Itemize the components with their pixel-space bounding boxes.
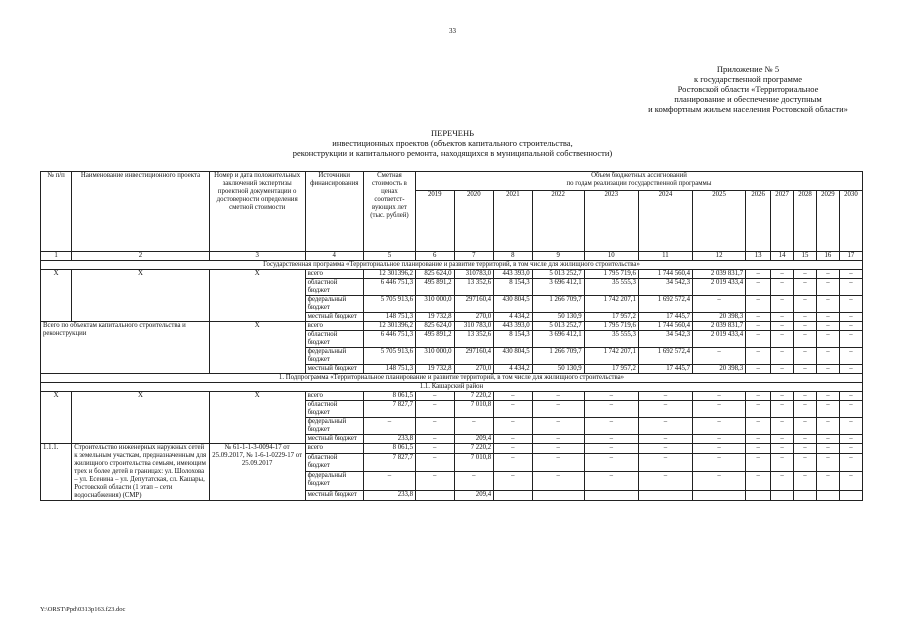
expertise-doc: X	[209, 392, 305, 444]
value-cell: –	[532, 453, 584, 472]
value-cell: –	[584, 401, 638, 418]
year-header: 2020	[454, 191, 494, 252]
value-cell: 209,4	[454, 435, 494, 444]
file-path-footer: Y:\ORST\Ppd\0313p163.f23.doc	[40, 606, 126, 613]
value-cell: –	[794, 418, 817, 435]
value-cell: –	[746, 313, 771, 322]
value-cell: –	[794, 392, 817, 401]
value-cell	[532, 491, 584, 501]
value-cell	[693, 491, 746, 501]
header-num: № п/п	[41, 172, 72, 252]
value-cell: 17 445,7	[638, 365, 692, 374]
value-cell: 13 352,6	[454, 279, 494, 296]
value-cell: 12 301396,2	[363, 270, 415, 279]
value-cell: –	[415, 418, 454, 435]
value-cell: 310 000,0	[415, 348, 454, 365]
expertise-doc: № 61-1-1-3-0094-17 от 25.09.2017, № 1-6-1-0229-17 от 25.09.2017	[209, 444, 305, 501]
value-cell: 233,8	[363, 435, 415, 444]
value-cell: 17 957,2	[584, 365, 638, 374]
year-header: 2019	[415, 191, 454, 252]
column-number: 15	[794, 252, 817, 261]
value-cell: –	[532, 444, 584, 454]
page-number: 33	[449, 27, 456, 35]
value-cell: –	[638, 401, 692, 418]
value-cell: 2 019 433,4	[693, 279, 746, 296]
value-cell: 34 542,3	[638, 331, 692, 348]
value-cell: –	[584, 453, 638, 472]
value-cell: 148 751,3	[363, 365, 415, 374]
value-cell: –	[839, 331, 862, 348]
value-cell: –	[771, 322, 794, 331]
value-cell: –	[746, 348, 771, 365]
value-cell: –	[638, 472, 692, 491]
project-num: X	[41, 270, 72, 322]
value-cell: –	[771, 296, 794, 313]
value-cell: –	[794, 331, 817, 348]
value-cell: –	[839, 453, 862, 472]
value-cell: 7 220,2	[454, 444, 494, 454]
value-cell: 209,4	[454, 491, 494, 501]
value-cell: 35 555,3	[584, 331, 638, 348]
header-source: Источники финансирования	[305, 172, 363, 252]
year-header: 2021	[494, 191, 533, 252]
value-cell: –	[839, 322, 862, 331]
value-cell: 34 542,3	[638, 279, 692, 296]
expertise-doc: X	[209, 322, 305, 374]
expertise-doc: X	[209, 270, 305, 322]
project-name: X	[72, 392, 210, 444]
value-cell: 5 705 913,6	[363, 348, 415, 365]
value-cell: 310 783,0	[454, 322, 494, 331]
value-cell: 495 891,2	[415, 279, 454, 296]
section-title: 1.1. Кашарский район	[41, 383, 863, 392]
value-cell: –	[771, 444, 794, 454]
value-cell: 148 751,3	[363, 313, 415, 322]
value-cell: –	[415, 444, 454, 454]
value-cell: 1 692 572,4	[638, 348, 692, 365]
value-cell: –	[532, 418, 584, 435]
value-cell: –	[532, 392, 584, 401]
value-cell	[415, 491, 454, 501]
funding-source: местный бюджет	[305, 435, 363, 444]
column-number: 7	[454, 252, 494, 261]
funding-source: всего	[305, 270, 363, 279]
funding-source: федеральный бюджет	[305, 348, 363, 365]
value-cell: 1 795 719,6	[584, 270, 638, 279]
value-cell: –	[794, 296, 817, 313]
value-cell: –	[771, 401, 794, 418]
value-cell: 8 061,5	[363, 444, 415, 454]
funding-source: всего	[305, 444, 363, 454]
value-cell: –	[771, 270, 794, 279]
value-cell: –	[693, 401, 746, 418]
value-cell: –	[584, 435, 638, 444]
value-cell: 2 019 433,4	[693, 331, 746, 348]
document-title	[0, 128, 905, 158]
value-cell: 430 804,5	[494, 296, 533, 313]
value-cell: –	[494, 453, 533, 472]
appendix-line: и комфортным жильем населения Ростовской области»	[648, 104, 848, 114]
table-row	[41, 270, 863, 279]
appendix-heading	[638, 64, 858, 114]
table-row	[41, 444, 863, 454]
value-cell: –	[794, 313, 817, 322]
funding-source: местный бюджет	[305, 491, 363, 501]
header-row	[41, 172, 863, 191]
value-cell: –	[771, 418, 794, 435]
value-cell: 1 744 560,4	[638, 322, 692, 331]
title-line: ПЕРЕЧЕНЬ	[431, 128, 474, 138]
value-cell: –	[816, 348, 839, 365]
value-cell: 297160,4	[454, 348, 494, 365]
value-cell: –	[454, 418, 494, 435]
title-line: инвестиционных проектов (объектов капитального строительства,	[332, 138, 573, 148]
section-title: 1. Подпрограмма «Территориальное планирование и развитие территорий, в том числе для жилищного строительства»	[41, 374, 863, 383]
value-cell: –	[693, 392, 746, 401]
value-cell: –	[794, 365, 817, 374]
value-cell: –	[494, 435, 533, 444]
table-row	[41, 392, 863, 401]
value-cell: 8 061,5	[363, 392, 415, 401]
header-doc: Номер и дата положительных заключений экспертизы проектной документации о достоверности определения сметной стоимости	[209, 172, 305, 252]
value-cell: –	[771, 279, 794, 296]
funding-source: областной бюджет	[305, 279, 363, 296]
value-cell: 3 696 412,1	[532, 331, 584, 348]
value-cell: 1 692 572,4	[638, 296, 692, 313]
year-header: 2026	[746, 191, 771, 252]
funding-source: всего	[305, 322, 363, 331]
value-cell: 17 957,2	[584, 313, 638, 322]
column-number: 6	[415, 252, 454, 261]
section-row	[41, 374, 863, 383]
value-cell	[584, 491, 638, 501]
funding-source: федеральный бюджет	[305, 472, 363, 491]
value-cell: –	[584, 392, 638, 401]
value-cell: –	[746, 444, 771, 454]
value-cell: –	[746, 279, 771, 296]
value-cell: 7 220,2	[454, 392, 494, 401]
value-cell: 12 301396,2	[363, 322, 415, 331]
investment-projects-table	[40, 171, 863, 501]
value-cell: –	[839, 435, 862, 444]
value-cell: –	[415, 453, 454, 472]
value-cell: 825 624,0	[415, 322, 454, 331]
project-name: Строительство инженерных наружных сетей к земельным участкам, предназначенным для жилищного строительства семьям, имеющим трех и более детей в границах: ул. Шолохова – ул. Есенина – ул. Депутатская, сл. Кашары, Ростовской области (1 этап – сети водоснабжения) (СМР)	[72, 444, 210, 501]
funding-source: всего	[305, 392, 363, 401]
column-number: 13	[746, 252, 771, 261]
value-cell: –	[415, 472, 454, 491]
value-cell: –	[746, 392, 771, 401]
value-cell: –	[584, 472, 638, 491]
value-cell: –	[816, 472, 839, 491]
value-cell: –	[746, 453, 771, 472]
project-name: Всего по объектам капитального строительства и реконструкции	[41, 322, 210, 374]
title-line: реконструкции и капитального ремонта, находящихся в муниципальной собственности)	[292, 148, 613, 158]
value-cell: –	[839, 472, 862, 491]
value-cell	[638, 491, 692, 501]
funding-source: федеральный бюджет	[305, 296, 363, 313]
value-cell	[746, 491, 771, 501]
funding-source: областной бюджет	[305, 453, 363, 472]
value-cell: –	[816, 453, 839, 472]
value-cell: –	[415, 435, 454, 444]
value-cell: –	[794, 279, 817, 296]
value-cell: –	[532, 435, 584, 444]
funding-source: федеральный бюджет	[305, 418, 363, 435]
header-cost: Сметная стоимость в ценах соответствующих лет (тыс. рублей)	[363, 172, 415, 252]
column-number: 12	[693, 252, 746, 261]
value-cell	[839, 491, 862, 501]
column-number: 14	[771, 252, 794, 261]
value-cell: –	[746, 401, 771, 418]
value-cell: 8 154,3	[494, 279, 533, 296]
value-cell: –	[584, 444, 638, 454]
value-cell: –	[746, 331, 771, 348]
value-cell: –	[693, 418, 746, 435]
header-volume-line: по годам реализации государственной программы	[566, 180, 712, 187]
header-name: Наименование инвестиционного проекта	[72, 172, 210, 252]
value-cell: 270,0	[454, 313, 494, 322]
value-cell: –	[693, 444, 746, 454]
value-cell: 50 130,9	[532, 365, 584, 374]
project-name: X	[72, 270, 210, 322]
column-number: 4	[305, 252, 363, 261]
value-cell: –	[494, 444, 533, 454]
value-cell: –	[794, 453, 817, 472]
value-cell: –	[771, 472, 794, 491]
value-cell: –	[532, 472, 584, 491]
value-cell	[771, 491, 794, 501]
value-cell: –	[771, 331, 794, 348]
appendix-line: Приложение № 5	[716, 64, 780, 74]
value-cell: 6 446 751,3	[363, 279, 415, 296]
column-number: 1	[41, 252, 72, 261]
funding-source: местный бюджет	[305, 313, 363, 322]
value-cell: –	[746, 472, 771, 491]
value-cell: –	[839, 348, 862, 365]
value-cell: 5 705 913,6	[363, 296, 415, 313]
value-cell: –	[771, 392, 794, 401]
value-cell: 1 742 207,1	[584, 296, 638, 313]
value-cell: 1 266 709,7	[532, 296, 584, 313]
value-cell: –	[794, 348, 817, 365]
value-cell: –	[746, 418, 771, 435]
value-cell: –	[638, 453, 692, 472]
value-cell: 233,8	[363, 491, 415, 501]
value-cell: 5 013 252,7	[532, 270, 584, 279]
value-cell: –	[693, 453, 746, 472]
value-cell: 6 446 751,3	[363, 331, 415, 348]
value-cell: –	[794, 435, 817, 444]
value-cell: –	[816, 435, 839, 444]
value-cell: –	[746, 270, 771, 279]
value-cell: 4 434,2	[494, 313, 533, 322]
value-cell: –	[816, 444, 839, 454]
value-cell: –	[816, 331, 839, 348]
value-cell: –	[532, 401, 584, 418]
value-cell: –	[794, 472, 817, 491]
value-cell	[794, 491, 817, 501]
funding-source: областной бюджет	[305, 331, 363, 348]
value-cell: –	[794, 270, 817, 279]
value-cell: –	[839, 313, 862, 322]
value-cell: 5 013 252,7	[532, 322, 584, 331]
value-cell: 7 010,8	[454, 453, 494, 472]
value-cell: 2 039 831,7	[693, 322, 746, 331]
project-num: 1.1.1.	[41, 444, 72, 501]
value-cell: –	[839, 418, 862, 435]
value-cell: –	[454, 472, 494, 491]
value-cell: 35 555,3	[584, 279, 638, 296]
value-cell: 310 000,0	[415, 296, 454, 313]
value-cell: –	[693, 435, 746, 444]
value-cell: 430 804,5	[494, 348, 533, 365]
header-volume-line: Объем бюджетных ассигнований	[591, 172, 687, 179]
value-cell: –	[816, 322, 839, 331]
value-cell: –	[771, 435, 794, 444]
value-cell: –	[816, 365, 839, 374]
value-cell: –	[746, 365, 771, 374]
value-cell: –	[816, 296, 839, 313]
value-cell: –	[839, 279, 862, 296]
value-cell: –	[638, 444, 692, 454]
value-cell: –	[638, 435, 692, 444]
year-header: 2023	[584, 191, 638, 252]
appendix-line: Ростовской области «Территориальное	[677, 84, 819, 94]
year-header: 2022	[532, 191, 584, 252]
value-cell: –	[363, 472, 415, 491]
value-cell: –	[746, 435, 771, 444]
value-cell: –	[839, 392, 862, 401]
value-cell: –	[839, 270, 862, 279]
section-title: Государственная программа «Территориальное планирование и развитие территорий, в том числе для жилищного строительства»	[41, 261, 863, 270]
value-cell: 50 130,9	[532, 313, 584, 322]
value-cell: –	[816, 313, 839, 322]
value-cell: 1 744 560,4	[638, 270, 692, 279]
value-cell: 3 696 412,1	[532, 279, 584, 296]
value-cell: 20 398,3	[693, 365, 746, 374]
value-cell: –	[693, 472, 746, 491]
funding-source: областной бюджет	[305, 401, 363, 418]
column-number: 9	[532, 252, 584, 261]
value-cell: –	[363, 418, 415, 435]
value-cell: 13 352,6	[454, 331, 494, 348]
appendix-line: к государственной программе	[693, 74, 803, 84]
value-cell: 443 393,0	[494, 322, 533, 331]
column-number: 2	[72, 252, 210, 261]
table-row	[41, 322, 863, 331]
value-cell: –	[746, 296, 771, 313]
value-cell: –	[771, 313, 794, 322]
value-cell: 443 393,0	[494, 270, 533, 279]
column-number: 3	[209, 252, 305, 261]
value-cell: –	[839, 296, 862, 313]
value-cell: –	[638, 392, 692, 401]
value-cell: 20 398,3	[693, 313, 746, 322]
year-header: 2027	[771, 191, 794, 252]
column-number: 8	[494, 252, 533, 261]
value-cell: –	[693, 296, 746, 313]
value-cell: –	[816, 270, 839, 279]
appendix-line: планирование и обеспечение доступным	[674, 94, 822, 104]
value-cell: –	[494, 392, 533, 401]
section-row	[41, 383, 863, 392]
value-cell: –	[816, 279, 839, 296]
year-header: 2028	[794, 191, 817, 252]
value-cell: –	[584, 418, 638, 435]
value-cell: –	[794, 444, 817, 454]
value-cell: 297160,4	[454, 296, 494, 313]
value-cell: –	[771, 365, 794, 374]
value-cell: 4 434,2	[494, 365, 533, 374]
value-cell: –	[494, 472, 533, 491]
column-number-row	[41, 252, 863, 261]
value-cell	[494, 491, 533, 501]
year-header: 2024	[638, 191, 692, 252]
value-cell: 1 266 709,7	[532, 348, 584, 365]
value-cell: –	[693, 348, 746, 365]
funding-source: местный бюджет	[305, 365, 363, 374]
value-cell: 270,0	[454, 365, 494, 374]
value-cell: –	[839, 365, 862, 374]
value-cell: –	[746, 322, 771, 331]
value-cell: –	[494, 401, 533, 418]
value-cell: 2 039 831,7	[693, 270, 746, 279]
value-cell: 7 827,7	[363, 401, 415, 418]
value-cell: 8 154,3	[494, 331, 533, 348]
column-number: 17	[839, 252, 862, 261]
value-cell: 310783,0	[454, 270, 494, 279]
value-cell: 7 827,7	[363, 453, 415, 472]
year-header: 2029	[816, 191, 839, 252]
value-cell: –	[794, 401, 817, 418]
value-cell: 7 010,8	[454, 401, 494, 418]
project-num: X	[41, 392, 72, 444]
value-cell: –	[415, 401, 454, 418]
value-cell: 17 445,7	[638, 313, 692, 322]
value-cell: 1 795 719,6	[584, 322, 638, 331]
column-number: 5	[363, 252, 415, 261]
value-cell: 495 891,2	[415, 331, 454, 348]
value-cell: 825 624,0	[415, 270, 454, 279]
value-cell: 19 732,8	[415, 313, 454, 322]
value-cell: –	[415, 392, 454, 401]
section-row	[41, 261, 863, 270]
value-cell: 19 732,8	[415, 365, 454, 374]
column-number: 10	[584, 252, 638, 261]
column-number: 16	[816, 252, 839, 261]
year-header: 2030	[839, 191, 862, 252]
header-volume	[415, 172, 862, 191]
value-cell: –	[494, 418, 533, 435]
value-cell: –	[638, 418, 692, 435]
value-cell: –	[839, 401, 862, 418]
value-cell: –	[794, 322, 817, 331]
value-cell: –	[816, 418, 839, 435]
value-cell: –	[816, 401, 839, 418]
value-cell	[816, 491, 839, 501]
year-header: 2025	[693, 191, 746, 252]
value-cell: –	[816, 392, 839, 401]
value-cell: –	[839, 444, 862, 454]
value-cell: –	[771, 348, 794, 365]
value-cell: –	[771, 453, 794, 472]
column-number: 11	[638, 252, 692, 261]
value-cell: 1 742 207,1	[584, 348, 638, 365]
